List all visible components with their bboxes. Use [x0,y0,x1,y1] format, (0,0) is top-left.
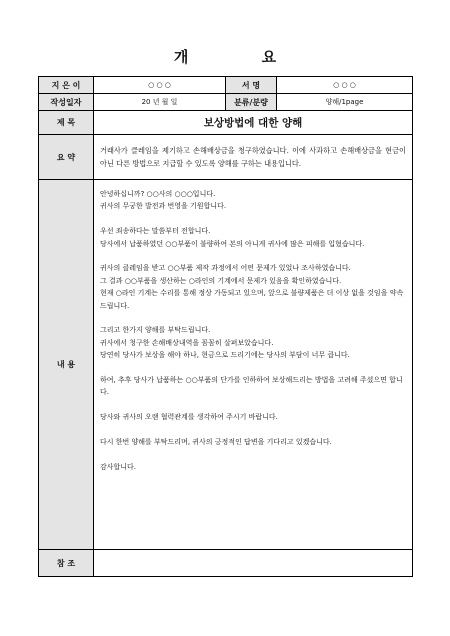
row-author [39,77,413,94]
date-label: 작성일자 [39,94,94,111]
content-paragraph: 귀사의 클레임을 받고 ○○부품 제작 과정에서 어떤 문제가 있었나 조사하였습니다. 그 결과 ○○부품을 생산하는 ○라인의 기계에서 문제가 있음을 확인하였습니다. 현재 ○라인 기계는 수리를 통해 정상 가동되고 있으며, 앞으로 불량제품은 더 이상 없을 것임을 약속드립니다. [100,264,404,310]
subject-value: 보상방법에 대한 양해 [94,111,413,135]
content-paragraph: 감사합니다. [100,462,137,471]
signature-value: ○ ○ ○ [277,77,413,94]
content-label: 내 용 [39,180,94,550]
content-paragraph: 하여, 추후 당사가 납품하는 ○○부품의 단가를 인하하여 보상해드리는 방법을 고려해 주셨으면 합니다. [100,376,403,397]
row-subject [39,111,413,135]
summary-label: 요 약 [39,135,94,180]
row-content [39,180,413,550]
content-paragraph: 그리고 한가지 양해를 부탁드립니다. 귀사에서 청구한 손해배상내역을 꼼꼼히 살펴보았습니다. 당연히 당사가 보상을 해야 하나, 현금으로 드리기에는 당사의 부담이 너무 큽니다. [100,326,350,360]
row-summary [39,135,413,180]
content-paragraph: 안녕하십니까? ○○사의 ○○○입니다. 귀사의 무궁한 발전과 번영을 기원합니다. [100,190,227,211]
summary-value: 거래사가 클레임을 제기하고 손해배상금을 청구하였습니다. 이에 사과하고 손해배상금을 현금이 아닌 다른 방법으로 지급할 수 있도록 양해를 구하는 내용입니다. [94,135,413,180]
author-label: 지 은 이 [39,77,94,94]
content-paragraph: 우선 죄송하다는 말씀부터 전합니다. 당사에서 납품하였던 ○○부품이 불량하여 본의 아니게 귀사에 많은 피해를 입혔습니다. [100,227,365,248]
reference-value [94,550,413,577]
reference-label: 참 조 [39,550,94,577]
row-reference [39,550,413,577]
category-label: 분류/분량 [226,94,277,111]
subject-label: 제 목 [39,111,94,135]
category-value: 양해/1page [277,94,413,111]
row-date [39,94,413,111]
date-value: 20 년 월 일 [94,94,226,111]
content-body [94,180,413,550]
content-paragraph: 다시 한번 양해를 부탁드리며, 귀사의 긍정적인 답변을 기다리고 있겠습니다. [100,438,332,447]
signature-label: 서 명 [226,77,277,94]
author-value: ○ ○ ○ [94,77,226,94]
content-paragraph: 당사와 귀사의 오랜 협력관계를 생각하여 주시기 바랍니다. [100,413,278,422]
summary-form-table [38,76,413,577]
document-title: 개 요 [173,48,311,66]
